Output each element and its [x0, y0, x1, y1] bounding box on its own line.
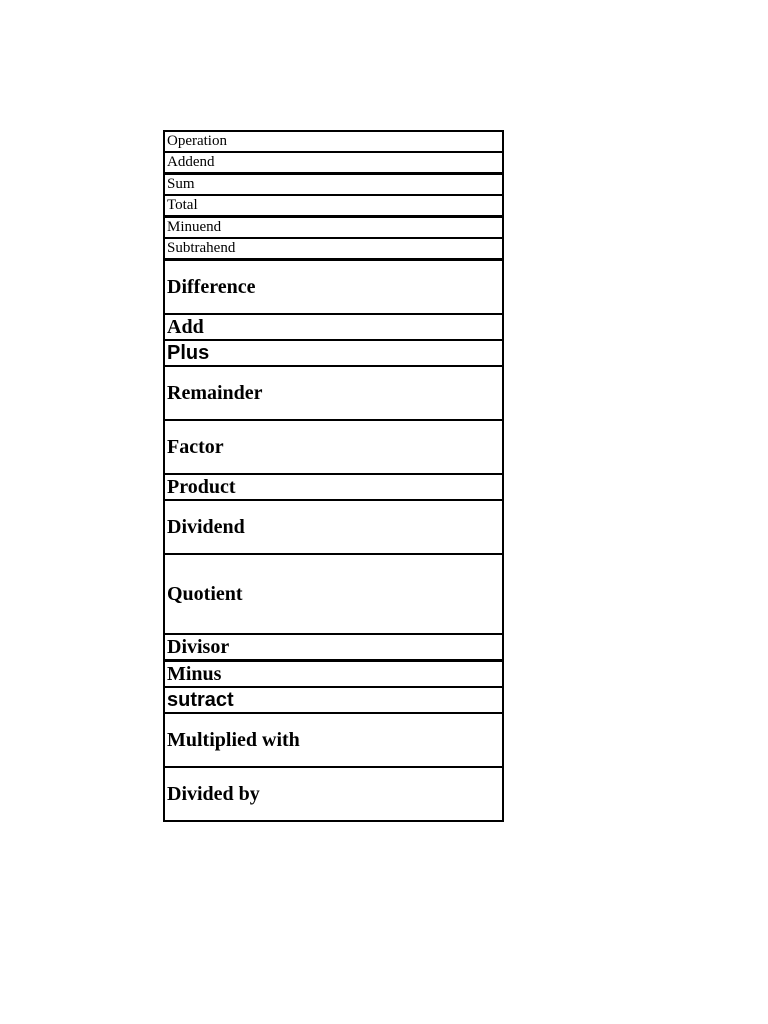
table-row — [164, 195, 503, 217]
table-cell: Difference — [164, 260, 503, 315]
table-row — [164, 217, 503, 239]
table-cell: Add — [164, 314, 503, 340]
table-row — [164, 634, 503, 661]
table-cell: Operation — [164, 131, 503, 152]
table-row — [164, 340, 503, 366]
table-cell: Remainder — [164, 366, 503, 420]
table-row — [164, 238, 503, 260]
table-cell: Subtrahend — [164, 238, 503, 260]
table-cell: Addend — [164, 152, 503, 174]
table-cell: Multiplied with — [164, 713, 503, 767]
table-row — [164, 420, 503, 474]
table-row — [164, 500, 503, 554]
table-row — [164, 767, 503, 821]
table-row — [164, 661, 503, 688]
table-cell: Product — [164, 474, 503, 500]
table-cell: Divisor — [164, 634, 503, 661]
table-row — [164, 131, 503, 152]
table-cell: Quotient — [164, 554, 503, 634]
table-cell: Plus — [164, 340, 503, 366]
table-row — [164, 152, 503, 174]
table-cell: sutract — [164, 687, 503, 713]
table-cell: Dividend — [164, 500, 503, 554]
table-row — [164, 366, 503, 420]
table-row — [164, 314, 503, 340]
table-row — [164, 713, 503, 767]
table-cell: Divided by — [164, 767, 503, 821]
table-row — [164, 687, 503, 713]
table-cell: Factor — [164, 420, 503, 474]
table-row — [164, 474, 503, 500]
table-cell: Minus — [164, 661, 503, 688]
table-row — [164, 260, 503, 315]
vocabulary-table — [163, 130, 504, 822]
table-cell: Total — [164, 195, 503, 217]
table-cell: Minuend — [164, 217, 503, 239]
table-cell: Sum — [164, 174, 503, 196]
table-row — [164, 554, 503, 634]
table-row — [164, 174, 503, 196]
